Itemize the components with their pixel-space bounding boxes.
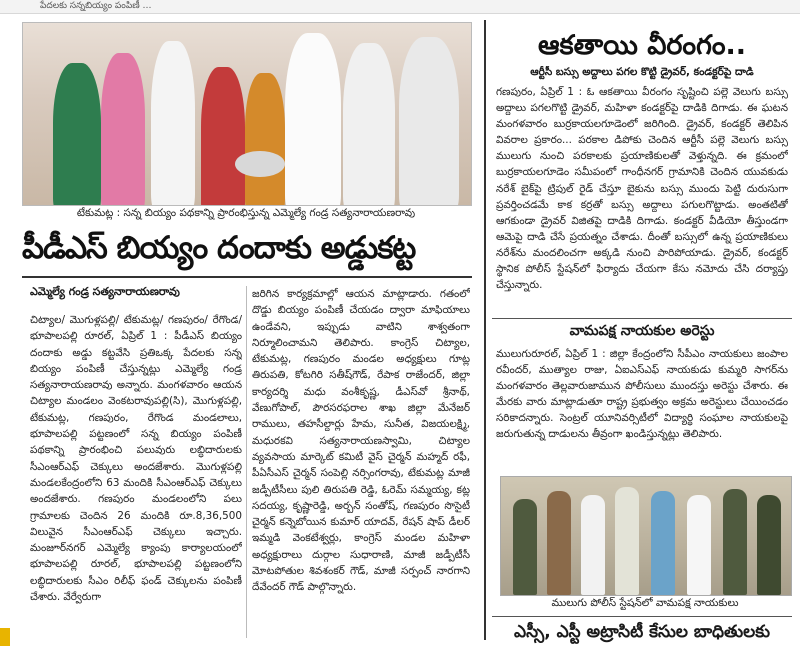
pds-rice-photo bbox=[22, 22, 472, 206]
right-subheadline: ఆర్టీసీ బస్సు అద్దాలు పగల కొట్టి డ్రైవర్‌, కండక్టర్‌పై దాడి bbox=[530, 66, 754, 78]
right-section-rule-2 bbox=[492, 616, 792, 617]
right-section-rule-1 bbox=[492, 318, 792, 319]
left-headline-rule bbox=[22, 276, 472, 278]
top-cut-strip: పేదలకు సన్నబియ్యం పంపిణీ … bbox=[0, 0, 800, 14]
left-body-column-1: చిట్యాల/ మొగుళ్లపల్లి/ టేకుమట్ల/ గణపురం/ రేగొండ/ భూపాలపల్లి రూరల్‌, ఏప్రిల్‌ 1 : పీడీఎస్‌ బియ్యం దందాకు అడ్డు కట్టవేసి ప్రతిఒక్క పేదలకు సన్న బియ్యం పంపిణీ చేస్తున్నట్లు ఎమ్మెల్యే గండ్ర సత్యనారాయణరావు అన్నారు. మంగళవారం ఆయన చిట్యాల మండలం వెంకటరావుపల్లి(సి), మొగుళ్లపల్లి, టేకుమట్ల, గణపురం, రేగొండ మండలాలు, భూపాలపల్లి పట్టణంలో సన్న బియ్యం పంపిణీ పథకాన్ని ప్రారంభించి పలువురు లబ్ధిదారులకు సీఎంఆర్‌ఎఫ్‌ చెక్కులు అందజేశారు. మొగుళ్లపల్లి మండలకేంద్రంలోని 63 మందికి సీఎంఆర్‌ఎఫ్‌ చెక్కులు అందజేశారు. గణపురం మండలంలోని పలు గ్రామాలకు చెందిన 26 మందికి రూ.8,36,500 విలువైన సీఎంఆర్‌ఎఫ్‌ చెక్కులు ఇచ్చారు. మంజూర్‌నగర్‌ ఎమ్మెల్యే క్యాంపు కార్యాలయంలో భూపాలపల్లి రూరల్‌, భూపాలపల్లి పట్టణంలోని లబ్ధిదారులకు సీఎం రిలీఫ్‌ ఫండ్‌ చెక్కులను పంపిణీ చేశారు. వేర్వేరుగా bbox=[30, 314, 242, 604]
police-station-photo bbox=[500, 476, 792, 596]
right-headline: ఆకతాయి వీరంగం.. bbox=[537, 30, 747, 61]
left-headline: పీడీఎస్ బియ్యం దందాకు అడ్డుకట్ట bbox=[22, 230, 416, 266]
left-byline: ఎమ్మెల్యే గండ్ర సత్యనారాయణరావు bbox=[30, 285, 180, 298]
right-story-2-body: ములుగురూరల్‌, ఏప్రిల్‌ 1 : జిల్లా కేంద్రంలోని సీపీఎం నాయకులు జంపాల రవీందర్‌, ముత్యాల రాజు, ఏఐఎస్‌ఎఫ్‌ నాయకుడు కుమ్మరి సాగర్‌ను మంగళవారం తెల్లవారుజామున పోలీసులు ముందస్తు అరెస్టు చేశారు. ఈ మేరకు వారు మాట్లాడుతూ రాష్ట్ర ప్రభుత్వం అక్రమ అరెస్టులు చేయించడం సరికాదన్నారు. సెంట్రల్‌ యూనివర్సిటీలో విద్యార్థి సంఘాల నాయకులపై జరుగుతున్న దాడులను తీవ్రంగా ఖండిస్తున్నట్లు తెలిపారు. bbox=[496, 348, 788, 441]
right-story-1-body: గణపురం, ఏప్రిల్‌ 1 : ఓ ఆకతాయి వీరంగం సృష్టించి పల్లె వెలుగు బస్సు అద్దాలు పగలగొట్టి డ్రైవర్‌, మహిళా కండక్టర్‌పై దాడికి దిగాడు. ఈ ఘటన మంగళవారం బుర్రకాయలగూడెంలో జరిగింది. డ్రైవర్‌, కండక్టర్‌ తెలిపిన వివరాల ప్రకారం... పరకాల డిపోకు చెందిన ఆర్టీసీ పల్లె వెలుగు బస్సు ములుగు నుంచి పరకాలకు ప్రయాణికులతో వెళ్తున్నది. ఈ క్రమంలో బుర్రకాయలగూడెం సమీపంలో గాంధీనగర్‌ గ్రామానికి చెందిన యువకుడు నరేశ్‌ బైక్‌పై ట్రిపుల్‌ రైడ్‌ చేస్తూ బైకును బస్సు ముందు పెట్టి దురుసుగా ప్రవర్తించడమే కాక కర్రతో బస్సు అద్దాలు పగులగొట్టాడు. అంతటితో ఆగకుండా డ్రైవర్‌ విజితపై దాడికి దిగాడు. కండక్టర్‌ వీడియో తీస్తుండగా ఆమెపై దాడి చేసే ప్రయత్నం చేశాడు. దీంతో బస్సులో ఉన్న ప్రయాణికులు నరేశ్‌ను మందలించగా అక్కడి నుంచి పారిపోయాడు. డ్రైవర్‌, కండక్టర్‌ స్థానిక పోలీస్‌ స్టేషన్‌లో ఫిర్యాదు చేయగా కేసు నమోదు చేసి దర్యాప్తు చేస్తున్నారు. bbox=[496, 86, 788, 292]
right-story-2-headline: వామపక్ష నాయకుల అరెస్టు bbox=[569, 323, 715, 339]
left-body-column-2: జరిగిన కార్యక్రమాల్లో ఆయన మాట్లాడారు. గతంలో దొడ్డు బియ్యం పంపిణీ చేయడం ద్వారా మాఫియాలు ఉండేవని, ఇప్పుడు వాటిని శాశ్వతంగా నిర్మూలించామని తెలిపారు. కాంగ్రెస్‌ చిట్యాల, టేకుమట్ల, గణపురం మండల అధ్యక్షులు గూట్ల తిరుపతి, కోటగిరి సతీష్‌గౌడ్‌, రేపాక రాజేందర్‌, జిల్లా కార్యదర్శి మధు వంశీకృష్ణ, డీఎస్‌వో శ్రీనాథ్‌, వేణుగోపాల్‌, పౌరసరఫరాల శాఖ జిల్లా మేనేజర్‌ రాములు, తహసీల్దార్లు హేమ, సునీత, విజయలక్ష్మి, మధురకవి సత్యనారాయణస్వామి, చిట్యాల వ్యవసాయ మార్కెట్‌ కమిటీ వైస్‌ చైర్మన్‌ మహ్మద్‌ రఫీ, పీఏసీఎస్‌ చైర్మన్‌ సంపెల్లి నర్సింగరావు, టేకుమట్ల మాజీ జడ్పీటీసీలు పులి తిరుపతి రెడ్డి, ఓరెమ్‌ సమ్మయ్య, కట్ల సదయ్య, కృష్ణారెడ్డి, అర్బన్‌ సంతోష్‌, గణపురం సొసైటీ చైర్మన్‌ కన్నెబోయిన కుమార్‌ యాదవ్‌, రేషన్‌ షాప్‌ డీలర్‌ ఇమ్మడి వెంకటేశ్వర్లు, కాంగ్రెస్‌ మండల మహిళా అధ్యక్షురాలు దుర్గాల సుధారాణి, మాజీ జడ్పీటీసీ మోటపోతుల శివశంకర్‌ గౌడ్‌, మాజీ సర్పంచ్‌ నారగాని దేవేందర్‌ గౌడ్‌ పాల్గొన్నారు. bbox=[252, 288, 470, 594]
right-photo-caption: ములుగు పోలీస్‌ స్టేషన్‌లో వామపక్ష నాయకులు bbox=[551, 597, 739, 609]
page-column-rule bbox=[484, 20, 486, 640]
right-bottom-headline: ఎస్సీ, ఎస్టీ అట్రాసిటీ కేసుల బాధితులకు bbox=[514, 622, 770, 642]
left-column-divider bbox=[246, 286, 247, 638]
edge-color-mark bbox=[0, 628, 10, 646]
left-photo-caption: టేకుమట్ల : సన్న బియ్యం పథకాన్ని ప్రారంభిస్తున్న ఎమ్మెల్యే గండ్ర సత్యనారాయణరావు bbox=[76, 207, 416, 219]
